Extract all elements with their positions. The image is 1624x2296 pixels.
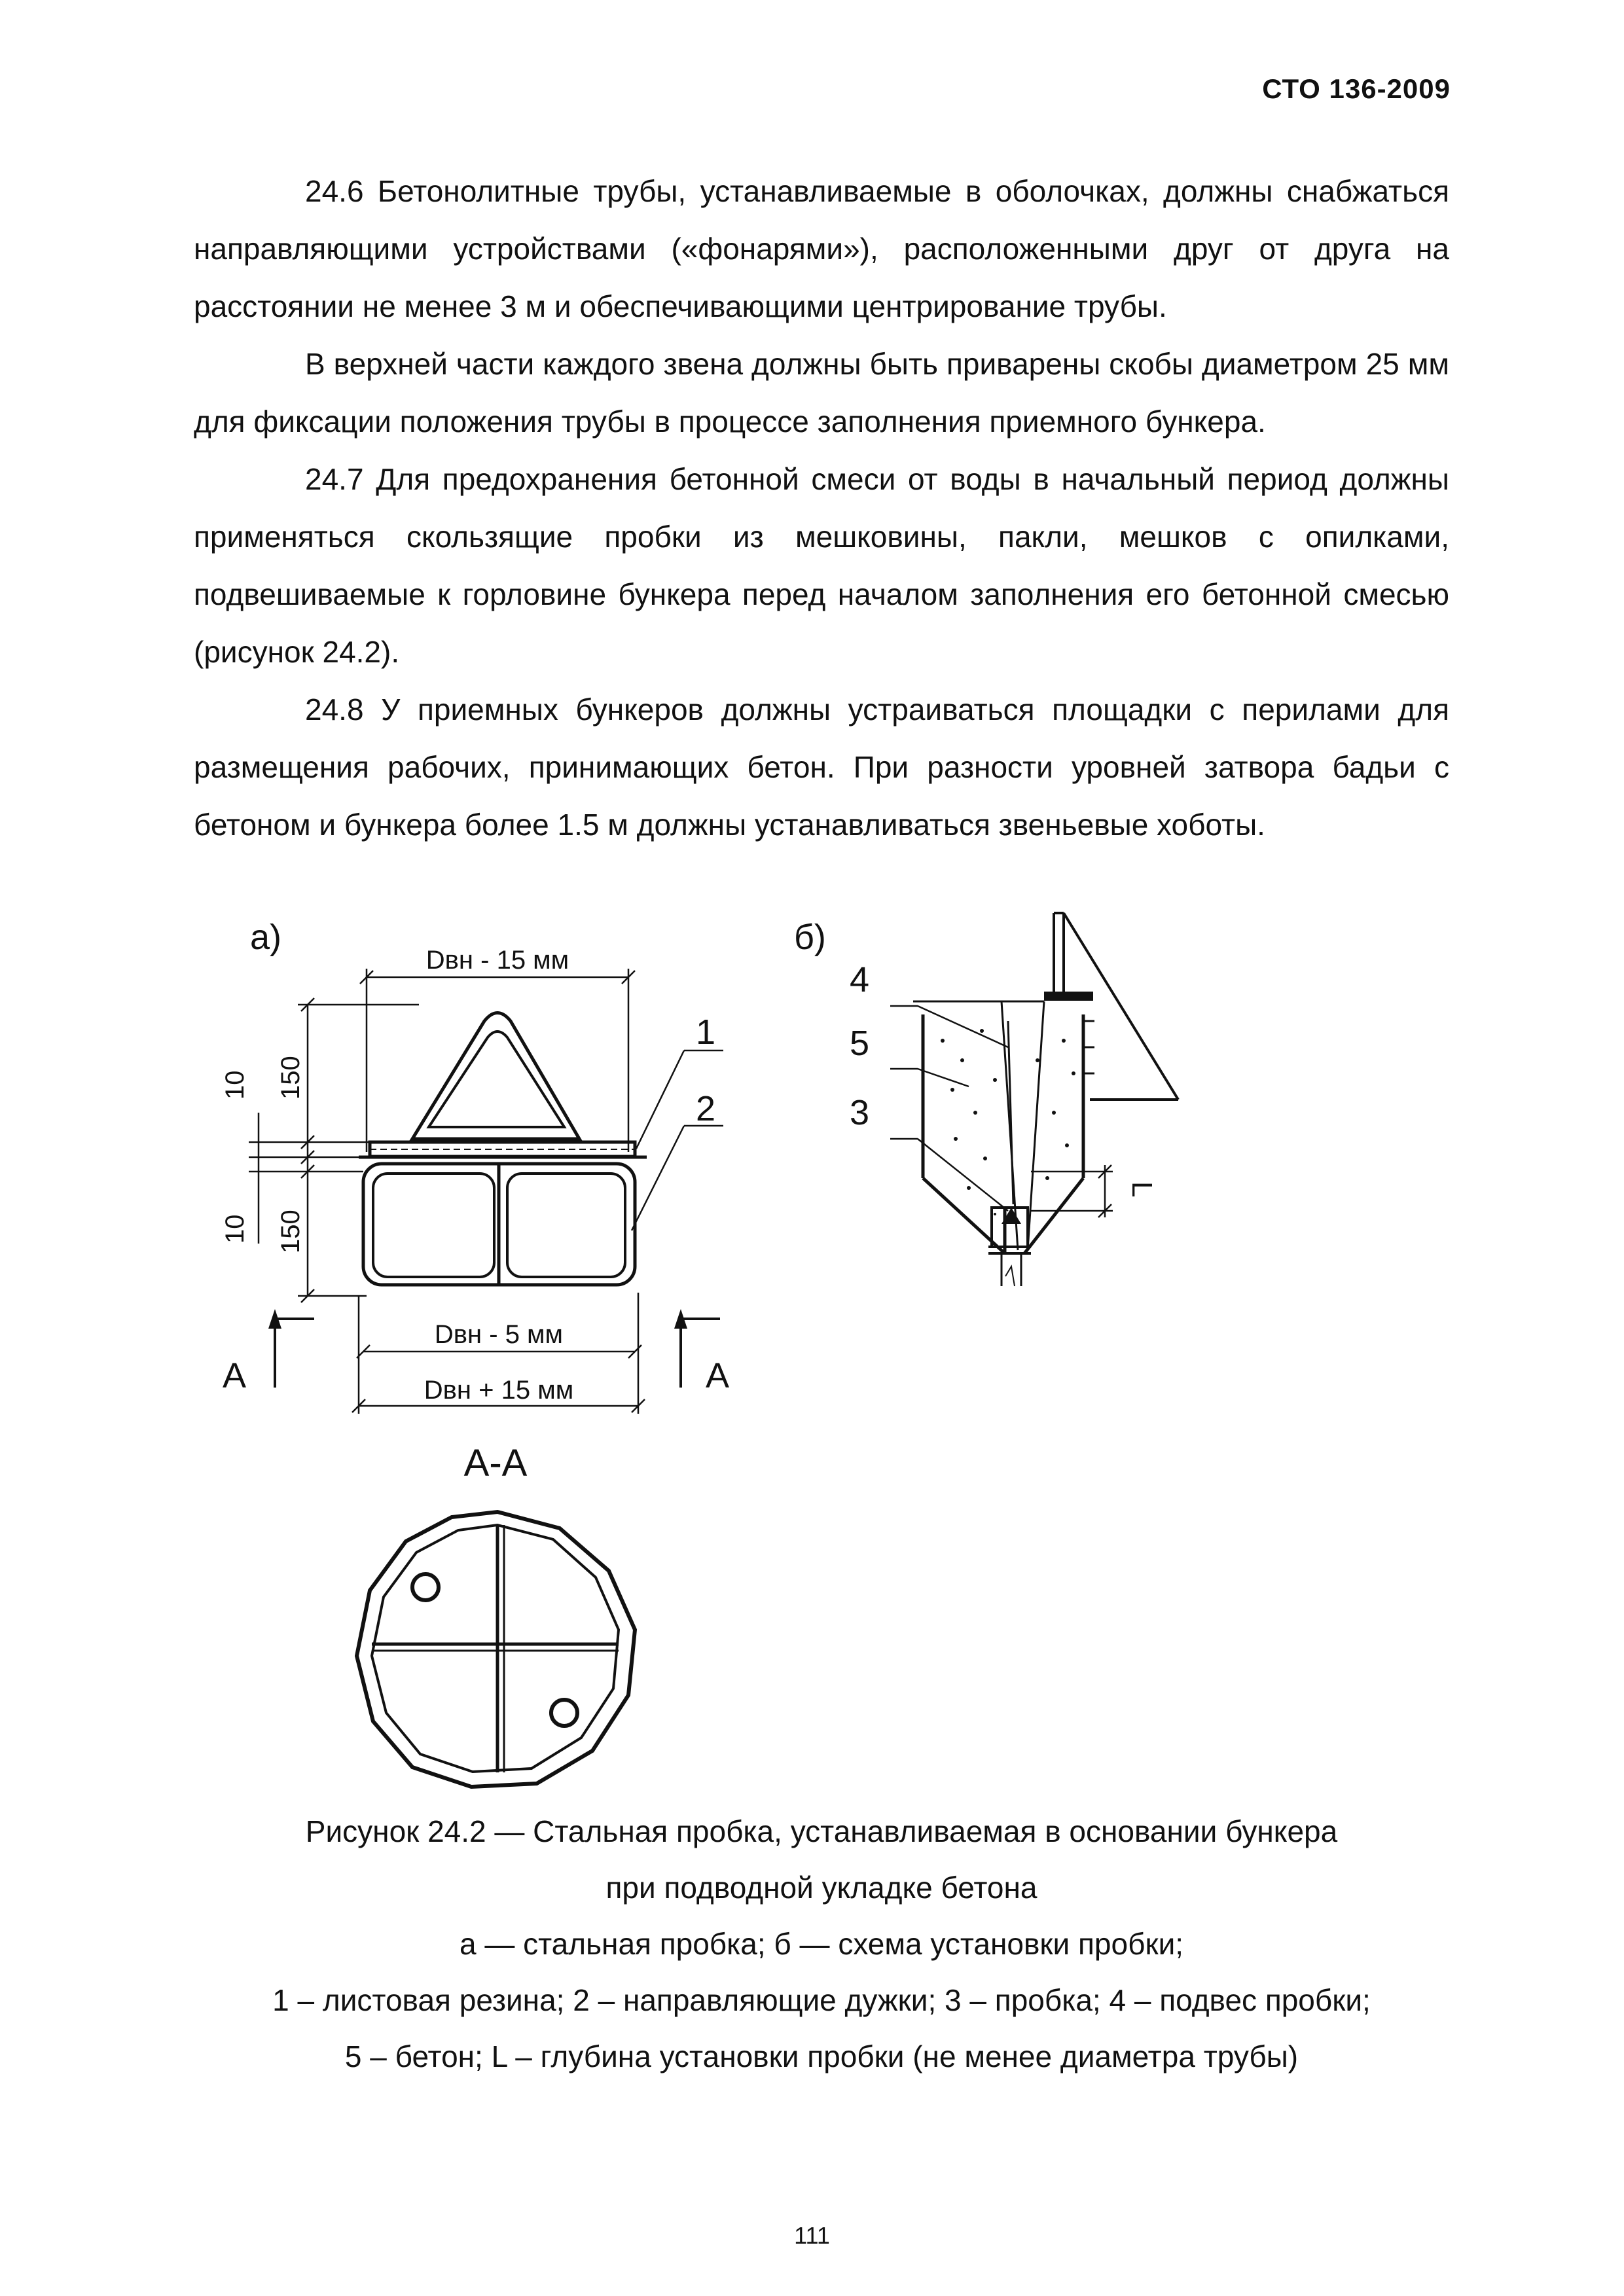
paragraph-24-6: 24.6 Бетонолитные трубы, устанавливаемые в оболочках, должны снабжаться направляющими устройствами («фонарями»), расположенными друг от друга на расстоянии не менее 3 м и обеспечивающими центрирование трубы. xyxy=(194,174,1449,323)
paragraph-24-7: 24.7 Для предохранения бетонной смеси от воды в начальный период должны применяться скользящие пробки из мешковины, пакли, мешков с опилками, подвешиваемые к горловине бункера перед началом заполнения его бетонной смесью (рисунок 24.2). xyxy=(194,462,1449,669)
dim-top-label: Dвн - 15 мм xyxy=(425,946,569,975)
dim-L-label: L xyxy=(1126,1181,1158,1198)
caption-legend-1: 1 – листовая резина; 2 – направляющие дужки; 3 – пробка; 4 – подвес пробки; xyxy=(272,1983,1371,2017)
dim-150-upper: 150 xyxy=(276,1056,305,1100)
paragraph-24-6-cont: В верхней части каждого звена должны быть приварены скобы диаметром 25 мм для фиксации положения трубы в процессе заполнения приемного бункера. xyxy=(194,347,1449,439)
panel-a-label: а) xyxy=(250,918,282,957)
callout-3: 3 xyxy=(850,1093,870,1132)
callout-1: 1 xyxy=(696,1013,716,1052)
callout-4: 4 xyxy=(850,960,870,999)
caption-title: Рисунок 24.2 — Стальная пробка, устанавливаемая в основании бункера xyxy=(305,1814,1338,1848)
section-mark-left: А xyxy=(223,1356,247,1395)
figure-caption xyxy=(194,1803,1449,2085)
panel-b-label: б) xyxy=(794,918,826,957)
caption-panels: а — стальная пробка; б — схема установки пробки; xyxy=(459,1927,1184,1961)
section-a-a-drawing xyxy=(357,1512,635,1787)
panel-b-dimensions xyxy=(890,1006,1113,1217)
panel-a-drawing xyxy=(359,1013,647,1285)
document-code: СТО 136-2009 xyxy=(1262,73,1451,104)
callout-5: 5 xyxy=(850,1024,870,1063)
caption-legend-2: 5 – бетон; L – глубина установки пробки (не менее диаметра трубы) xyxy=(344,2039,1299,2073)
dim-bottom-label: Dвн + 15 мм xyxy=(424,1376,574,1405)
body-text xyxy=(194,162,1449,853)
dim-10-upper: 10 xyxy=(221,1070,249,1100)
dim-10-lower: 10 xyxy=(221,1214,249,1244)
callout-2: 2 xyxy=(696,1089,716,1128)
page-number: 111 xyxy=(794,2222,830,2249)
paragraph-24-8: 24.8 У приемных бункеров должны устраиваться площадки с перилами для размещения рабочих, принимающих бетон. При разности уровней затвора бадьи с бетоном и бункера более 1.5 м должны устанавливаться звеньевые хоботы. xyxy=(194,692,1449,842)
dim-150-lower: 150 xyxy=(276,1210,305,1253)
caption-title-cont: при подводной укладке бетона xyxy=(605,1871,1038,1905)
dim-mid-label: Dвн - 5 мм xyxy=(434,1320,564,1349)
section-mark-right: А xyxy=(706,1356,730,1395)
panel-b-drawing xyxy=(913,913,1178,1286)
section-title: А-А xyxy=(463,1442,528,1484)
concrete-hatching xyxy=(941,1029,1075,1215)
panel-a-dimensions xyxy=(249,969,723,1414)
panel-a-arrowheads xyxy=(268,1309,687,1329)
